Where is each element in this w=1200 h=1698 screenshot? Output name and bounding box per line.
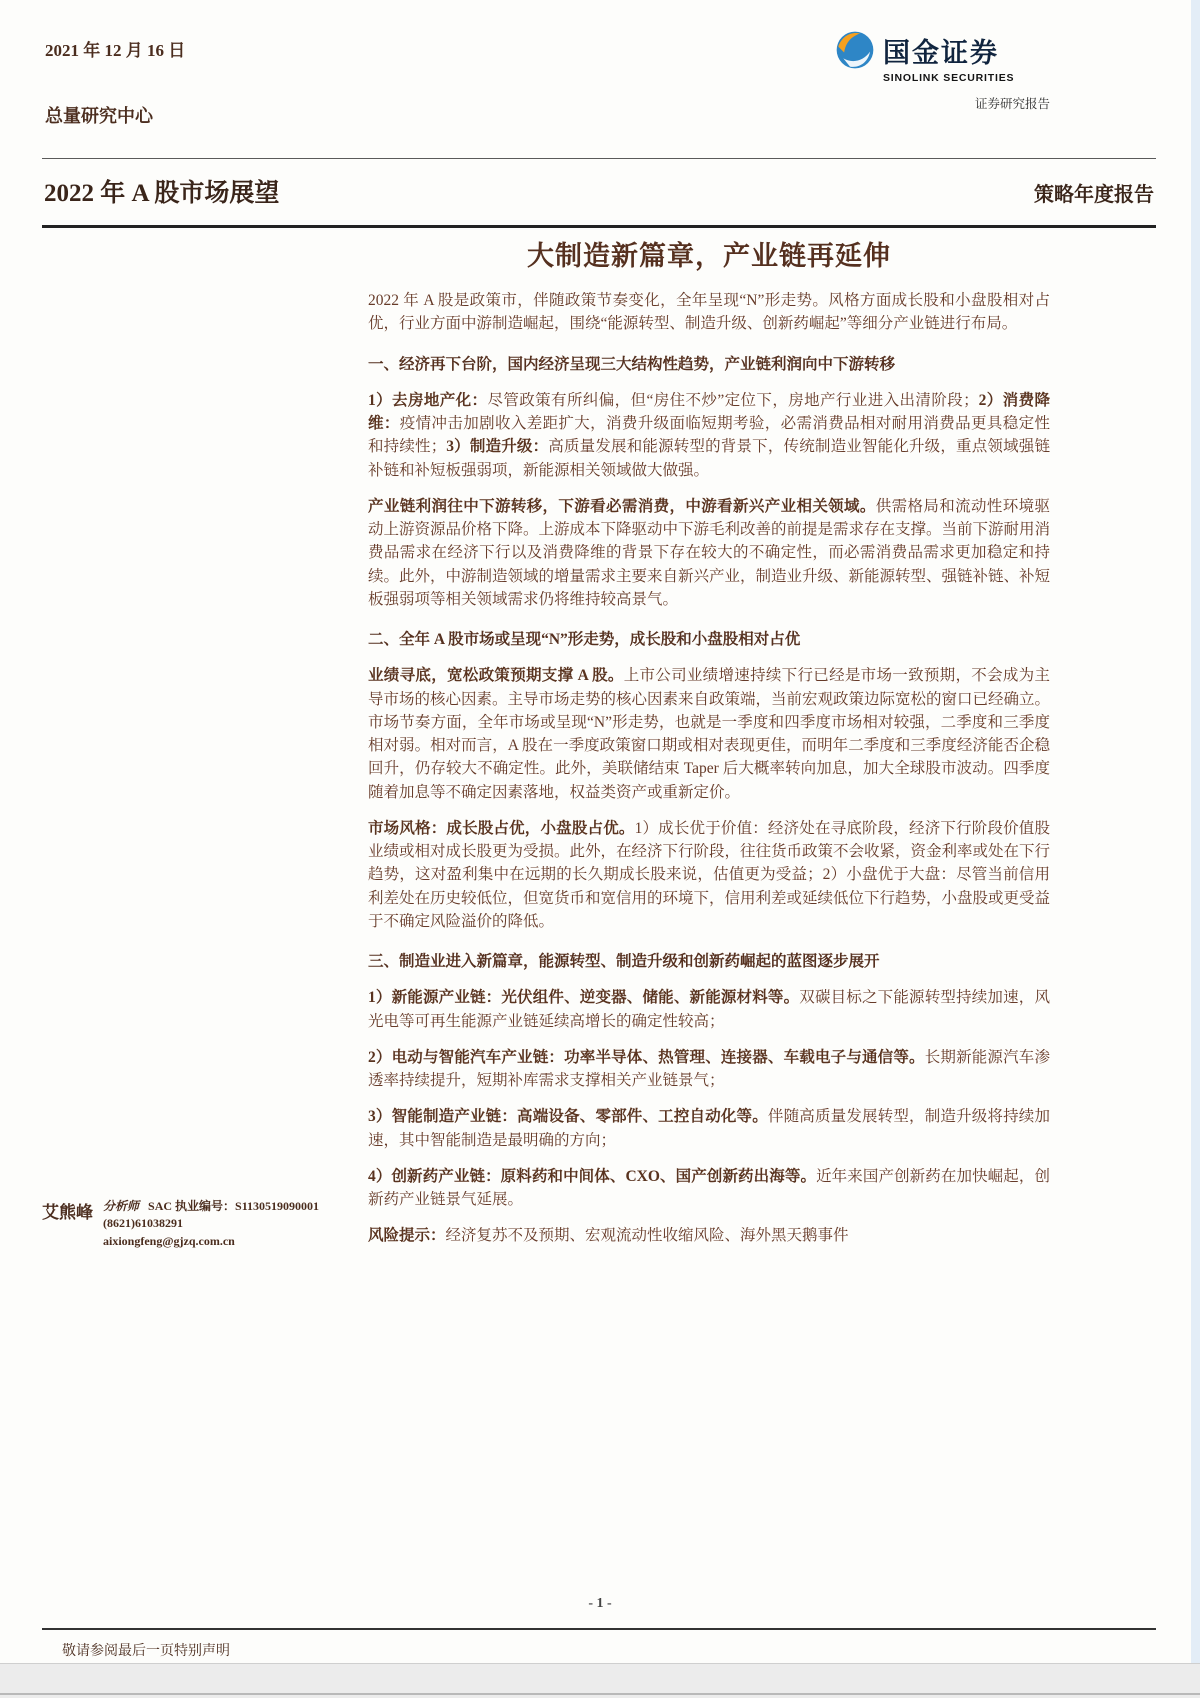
research-center-name: 总量研究中心 [45,106,153,126]
brand-tagline: 证券研究报告 [974,97,1050,111]
report-body [368,234,1050,1261]
page-edge-right [1191,0,1200,1698]
analyst-sac-number: SAC 执业编号：S1130519090001 [148,1199,320,1213]
risk-note-paragraph: 风险提示：经济复苏不及预期、宏观流动性收缩风险、海外黑天鹅事件 [368,1227,849,1245]
footer-disclaimer: 敬请参阅最后一页特别声明 [62,1644,230,1659]
title-bar [42,158,1156,228]
sinolink-logo-icon [835,30,875,70]
section-2-heading: 二、全年 A 股市场或呈现“N”形走势，成长股和小盘股相对占优 [368,631,801,648]
analyst-role: 分析师 [103,1199,140,1213]
bottom-bar-line [0,1693,1200,1695]
brand-block [835,30,1050,112]
report-type-label: 策略年度报告 [1034,184,1154,206]
section-3-paragraph-1: 1）新能源产业链：光伏组件、逆变器、储能、新能源材料等。双碳目标之下能源转型持续加速，风光电等可再生能源产业链延续高增长的确定性较高； [368,989,1050,1030]
section-3-heading: 三、制造业进入新篇章，能源转型、制造升级和创新药崛起的蓝图逐步展开 [368,953,880,970]
section-3-paragraph-4: 4）创新药产业链：原料药和中间体、CXO、国产创新药出海等。近年来国产创新药在加快崛起，创新药产业链景气延展。 [368,1167,1050,1208]
analyst-block [42,1198,357,1250]
section-1-heading: 一、经济再下台阶，国内经济呈现三大结构性趋势，产业链利润向中下游转移 [368,355,896,373]
bottom-bar [0,1663,1200,1698]
brand-name-cn: 国金证券 [883,37,999,68]
brand-name-en: SINOLINK SECURITIES [883,72,1015,84]
report-date: 2021 年 12 月 16 日 [45,41,186,60]
report-headline: 大制造新篇章，产业链再延伸 [527,241,891,271]
section-3-paragraph-3: 3）智能制造产业链：高端设备、零部件、工控自动化等。伴随高质量发展转型，制造升级将持续加速，其中智能制造是最明确的方向； [368,1108,1050,1149]
section-1-paragraph-2: 产业链利润往中下游转移，下游看必需消费，中游看新兴产业相关领域。供需格局和流动性环境驱动上游资源品价格下降。上游成本下降驱动中下游毛利改善的前提是需求存在支撑。当前下游耐用消费品需求在经济下行以及消费降维的背景下存在较大的不确定性，而必需消费品需求更加稳定和持续。此外，中游制造领域的增量需求主要来自新兴产业，制造业升级、新能源转型、强链补链、补短板强弱项等相关领域需求仍将维持较高景气。 [368,497,1051,608]
page-number: - 1 - [588,1596,612,1611]
analyst-name: 艾熊峰 [42,1203,93,1222]
intro-paragraph: 2022 年 A 股是政策市，伴随政策节奏变化，全年呈现“N”形走势。风格方面成长股和小盘股相对占优，行业方面中游制造崛起，围绕“能源转型、制造升级、创新药崛起”等细分产业链进行布局。 [368,292,1050,333]
section-2-paragraph-1: 业绩寻底，宽松政策预期支撑 A 股。上市公司业绩增速持续下行已经是市场一致预期，不会成为主导市场的核心因素。主导市场走势的核心因素来自政策端，当前宏观政策边际宽松的窗口已经确立。市场节奏方面，全年市场或呈现“N”形走势，也就是一季度和四季度市场相对较强，二季度和三季度相对弱。相对而言，A 股在一季度政策窗口期或相对表现更佳，而明年二季度和三季度经济能否企稳回升，仍存较大不确定性。此外，美联储结束 Taper 后大概率转向加息，加大全球股市波动。四季度随着加息等不确定因素落地，权益类资产或重新定价。 [368,667,1051,801]
section-3-paragraph-2: 2）电动与智能汽车产业链：功率半导体、热管理、连接器、车载电子与通信等。长期新能源汽车渗透率持续提升，短期补库需求支撑相关产业链景气； [368,1048,1050,1089]
footer-rule [42,1628,1156,1630]
analyst-phone: (8621)61038291 [103,1216,183,1231]
section-1-paragraph-1: 1）去房地产化：尽管政策有所纠偏，但“房住不炒”定位下，房地产行业进入出清阶段；2）消费降维：疫情冲击加剧收入差距扩大，消费升级面临短期考验，必需消费品相对耐用消费品更具稳定性和持续性；3）制造升级：高质量发展和能源转型的背景下，传统制造业智能化升级，重点领域强链补链和补短板强弱项，新能源相关领域做大做强。 [368,391,1050,479]
analyst-email-link[interactable]: aixiongfeng@gjzq.com.cn [103,1233,235,1248]
section-2-paragraph-2: 市场风格：成长股占优，小盘股占优。1）成长优于价值：经济处在寻底阶段，经济下行阶段价值股业绩或相对成长股更为受损。此外，在经济下行阶段，往往货币政策不会收紧，资金利率或处在下行趋势，这对盈利集中在远期的长久期成长股来说，估值更为受益；2）小盘优于大盘：尽管当前信用利差处在历史较低位，但宽货币和宽信用的环境下，信用利差或延续低位下行趋势，小盘股或更受益于不确定风险溢价的降低。 [368,819,1051,930]
report-title: 2022 年 A 股市场展望 [44,180,280,207]
